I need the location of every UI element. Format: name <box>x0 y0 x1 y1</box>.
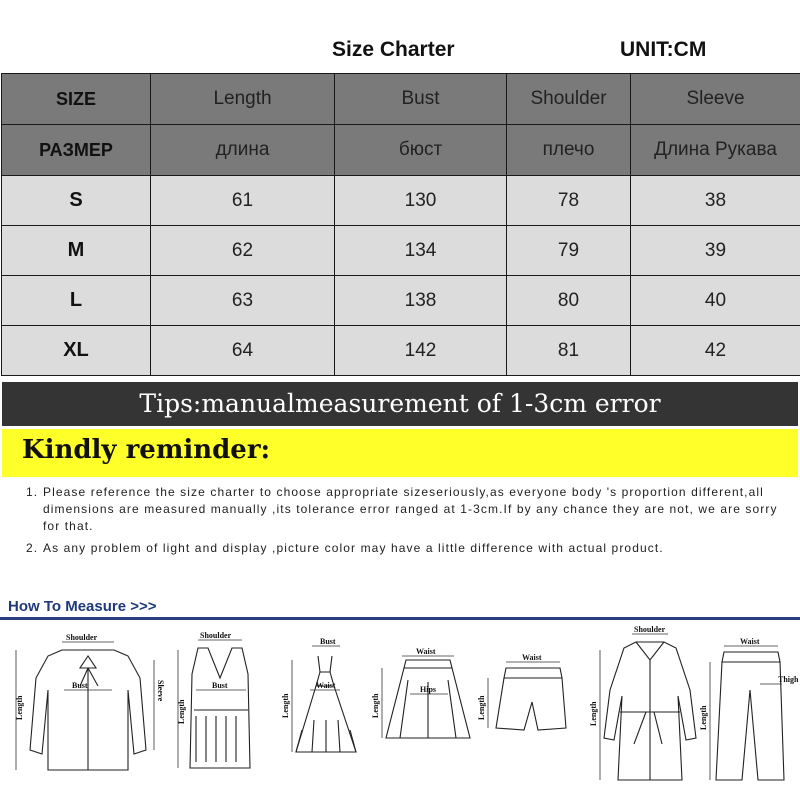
length-label: Length <box>589 701 598 726</box>
size-cell: XL <box>2 326 151 376</box>
shoulder-cell: 80 <box>507 276 631 326</box>
header-sleeve-ru: Длина Рукава <box>631 125 800 176</box>
note-number: 1. <box>26 485 39 499</box>
note-text: As any problem of light and display ,picture color may have a little difference with actual product. <box>43 541 664 555</box>
sleeve-cell: 40 <box>631 276 800 326</box>
length-cell: 61 <box>151 176 335 226</box>
waist-label: Waist <box>740 637 760 646</box>
header-size-label: SIZE <box>2 74 151 125</box>
size-chart-title: Size Charter <box>332 38 455 61</box>
dress-diagram <box>296 656 356 752</box>
coat-diagram <box>604 642 696 780</box>
table-row <box>2 276 800 326</box>
waist-label: Waist <box>416 647 436 656</box>
sleeve-cell: 42 <box>631 326 800 376</box>
size-cell: M <box>2 226 151 276</box>
length-label: Length <box>281 693 290 718</box>
sleeve-cell: 39 <box>631 226 800 276</box>
header-sleeve: Sleeve <box>631 74 800 125</box>
unit-label: UNIT:CM <box>620 38 707 61</box>
sleeve-label: Sleeve <box>156 680 165 702</box>
trousers-diagram <box>716 652 784 780</box>
header-size-label-ru: РАЗМЕР <box>2 125 151 176</box>
sleeve-cell: 38 <box>631 176 800 226</box>
table-row <box>2 326 800 376</box>
reminder-banner <box>2 429 798 477</box>
bust-label: Bust <box>212 681 228 690</box>
shoulder-cell: 81 <box>507 326 631 376</box>
measure-diagrams <box>0 620 800 800</box>
length-label: Length <box>477 695 486 720</box>
blouse-diagram <box>30 650 146 770</box>
header-shoulder-ru: плечо <box>507 125 631 176</box>
length-label: Length <box>15 695 24 720</box>
shoulder-cell: 79 <box>507 226 631 276</box>
size-cell: L <box>2 276 151 326</box>
header-row-english <box>2 74 800 125</box>
shoulder-label: Shoulder <box>200 631 232 640</box>
tips-banner: Tips:manualmeasurement of 1-3cm error <box>2 382 798 426</box>
skirt-diagram <box>386 660 470 738</box>
hips-label: Hips <box>420 685 437 694</box>
length-cell: 63 <box>151 276 335 326</box>
how-to-measure-heading: How To Measure >>> <box>8 598 157 615</box>
bust-cell: 130 <box>335 176 507 226</box>
shorts-diagram <box>496 668 566 730</box>
bust-label: Bust <box>320 637 336 646</box>
note-number: 2. <box>26 541 39 555</box>
length-label: Length <box>177 699 186 724</box>
length-label: Length <box>371 693 380 718</box>
size-table <box>1 73 800 376</box>
length-cell: 64 <box>151 326 335 376</box>
reminder-note <box>26 540 786 557</box>
bust-cell: 142 <box>335 326 507 376</box>
header-bust: Bust <box>335 74 507 125</box>
header-row-russian <box>2 125 800 176</box>
bust-label: Bust <box>72 681 88 690</box>
header-bust-ru: бюст <box>335 125 507 176</box>
note-text: Please reference the size charter to choose appropriate sizeseriously,as everyone body 's proportion different,all dimensions are measured manually ,its tolerance error ranged at 1-3cm.If by any chance they are not, we are sorry for that. <box>43 485 778 533</box>
thigh-label: Thigh <box>778 675 799 684</box>
waist-label: Waist <box>522 653 542 662</box>
table-row <box>2 176 800 226</box>
bust-cell: 134 <box>335 226 507 276</box>
shoulder-label: Shoulder <box>66 633 98 642</box>
waist-label: Waist <box>316 681 336 690</box>
reminder-note <box>26 484 786 535</box>
bust-cell: 138 <box>335 276 507 326</box>
size-cell: S <box>2 176 151 226</box>
table-row <box>2 226 800 276</box>
header-length-ru: длина <box>151 125 335 176</box>
reminder-heading: Kindly reminder: <box>22 435 271 465</box>
shoulder-cell: 78 <box>507 176 631 226</box>
length-label: Length <box>699 705 708 730</box>
header-shoulder: Shoulder <box>507 74 631 125</box>
shoulder-label: Shoulder <box>634 625 666 634</box>
length-cell: 62 <box>151 226 335 276</box>
vest-diagram <box>190 648 250 768</box>
header-length: Length <box>151 74 335 125</box>
